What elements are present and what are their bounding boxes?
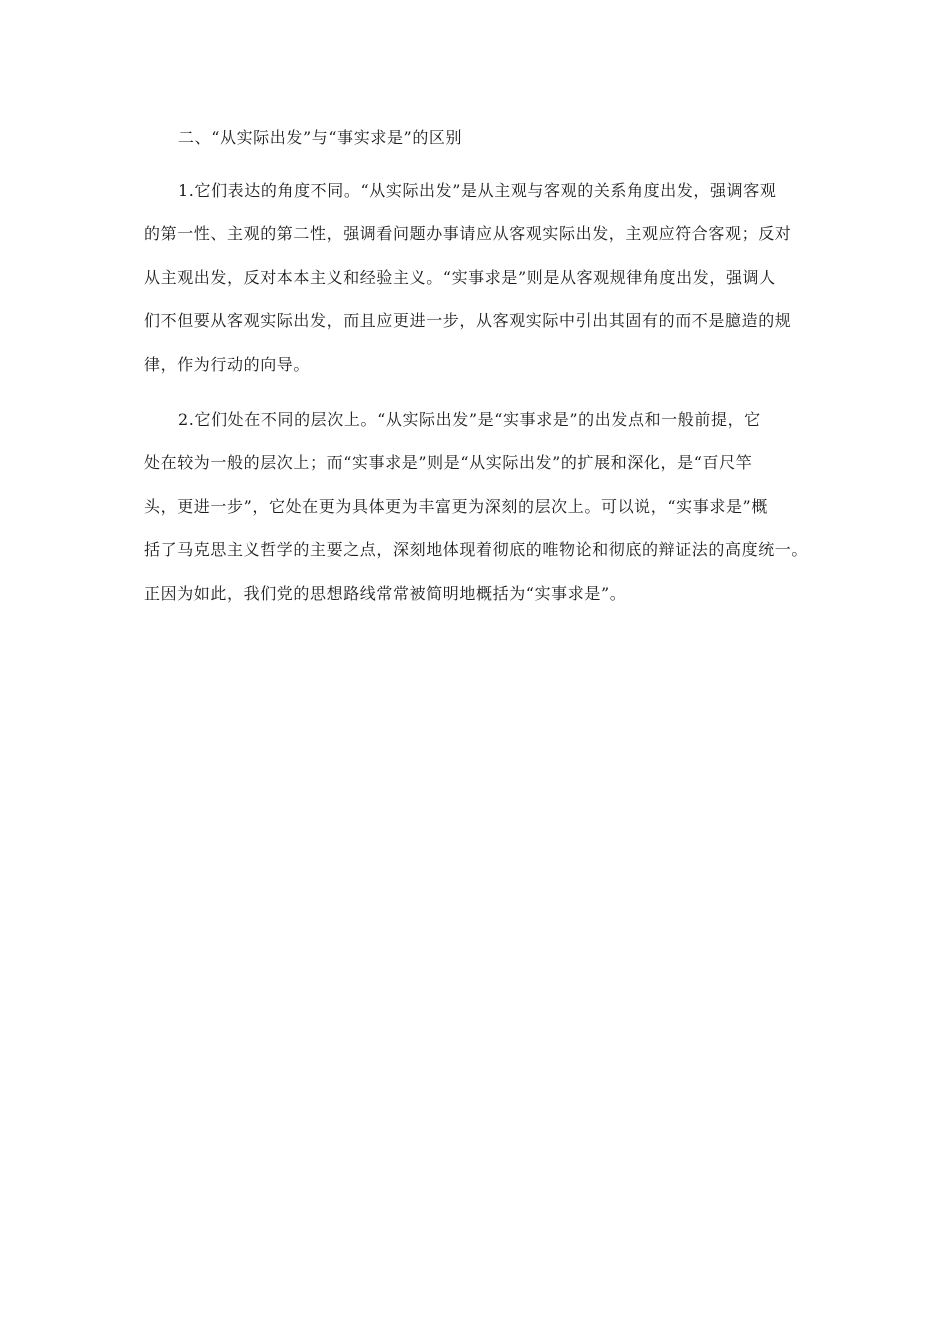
paragraph-1	[144, 169, 810, 386]
paragraph-2	[144, 398, 810, 615]
paragraph-line: 正因为如此，我们党的思想路线常常被简明地概括为“实事求是”。	[144, 583, 627, 603]
section-heading: 二、“从实际出发”与“事实求是”的区别	[178, 128, 463, 147]
paragraph-line: 处在较为一般的层次上；而“实事求是”则是“从实际出发”的扩展和深化，是“百尺竿	[144, 453, 753, 473]
paragraph-line: 1.它们表达的角度不同。“从实际出发”是从主观与客观的关系角度出发，强调客观	[178, 181, 777, 200]
paragraph-line: 律，作为行动的向导。	[144, 354, 311, 374]
paragraph-line: 头，更进一步”，它处在更为具体更为丰富更为深刻的层次上。可以说，“实事求是”概	[144, 496, 768, 516]
paragraph-line: 们不但要从客观实际出发，而且应更进一步，从客观实际中引出其固有的而不是臆造的规	[144, 311, 792, 331]
document-body	[144, 123, 810, 627]
paragraph-line: 2.它们处在不同的层次上。“从实际出发”是“实事求是”的出发点和一般前提，它	[178, 410, 761, 430]
paragraph-line: 的第一性、主观的第二性，强调看问题办事请应从客观实际出发，主观应符合客观；反对	[144, 224, 792, 244]
paragraph-line: 从主观出发，反对本本主义和经验主义。“实事求是”则是从客观规律角度出发，强调人	[144, 267, 776, 287]
paragraph-line: 括了马克思主义哲学的主要之点，深刻地体现着彻底的唯物论和彻底的辩证法的高度统一。	[144, 540, 809, 560]
